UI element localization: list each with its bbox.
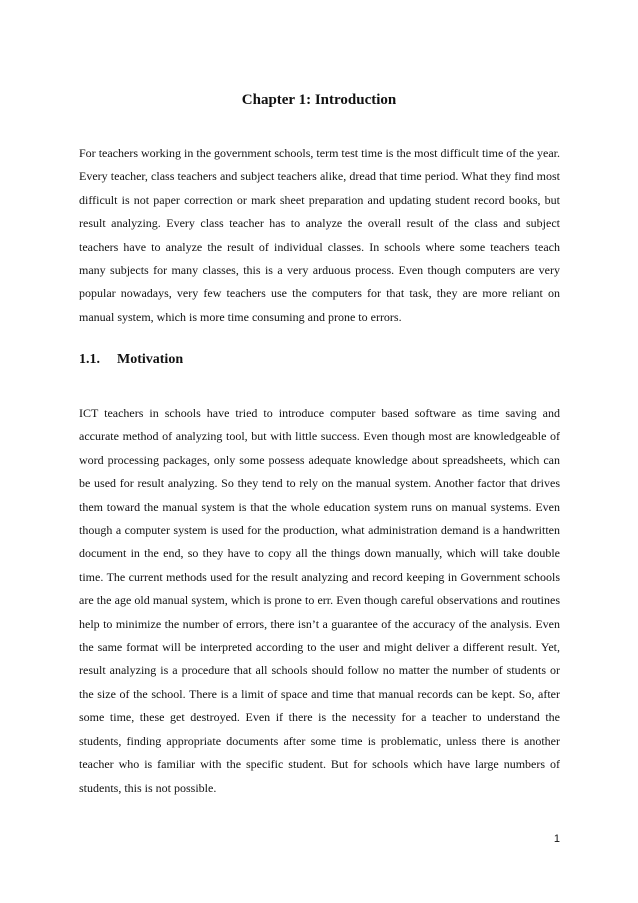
intro-paragraph: For teachers working in the government schools, term test time is the most difficult time of the year. Every teacher, class teachers and subject teachers alike, dread that time period. What they find most difficult is not paper correction or mark sheet preparation and updating student record books, but result analyzing. Every class teacher has to analyze the overall result of the class and subject teachers have to analyze the result of individual classes. In schools where some teachers teach many subjects for many classes, this is a very arduous process. Even though computers are very popular nowadays, very few teachers use the computers for that task, they are more reliant on manual system, which is more time consuming and prone to errors. bbox=[79, 146, 560, 324]
section-title: Motivation bbox=[117, 352, 184, 367]
motivation-paragraph: ICT teachers in schools have tried to introduce computer based software as time saving and accurate method of analyzing tool, but with little success. Even though most are knowledgeable of word processing packages, only some possess adequate knowledge about spreadsheets, which can be used for result analyzing. So they tend to rely on the manual system. Another factor that drives them toward the manual system is that the whole education system runs on manual systems. Even though a computer system is used for the production, what administration demand is a handwritten document in the end, so they have to copy all the things down manually, which will take double time. The current methods used for the result analyzing and record keeping in Government schools are the age old manual system, which is prone to err. Even though careful observations and routines help to minimize the number of errors, there isn’t a guarantee of the accuracy of the analysis. Even the same format will be interpreted according to the user and might deliver a different result. Yet, result analyzing is a procedure that all schools should follow no matter the number of students or the size of the school. There is a limit of space and time that manual records can be kept. So, after some time, these get destroyed. Even if there is the necessity for a teacher to understand the students, finding appropriate documents after some time is problematic, unless there is another teacher who is familiar with the specific student. But for schools which have large numbers of students, this is not possible. bbox=[79, 406, 560, 795]
section-heading bbox=[79, 352, 183, 368]
page-number: 1 bbox=[553, 833, 560, 845]
chapter-title: Chapter 1: Introduction bbox=[241, 92, 397, 108]
section-number: 1.1. bbox=[79, 352, 100, 367]
